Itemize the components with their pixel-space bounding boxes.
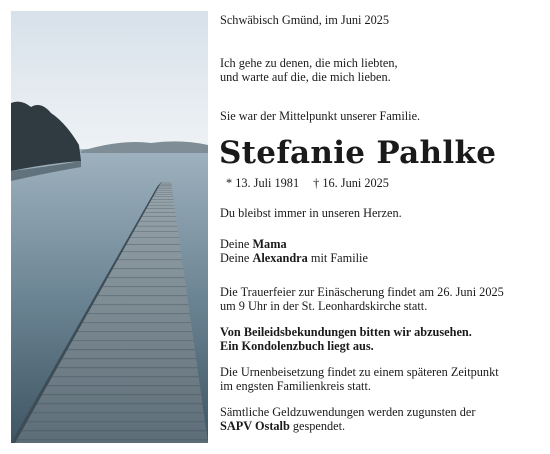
donation-line-1: Sämtliche Geldzuwendungen werden zugunsten der bbox=[220, 405, 476, 419]
urn-burial-info bbox=[220, 365, 499, 394]
mourners bbox=[220, 237, 368, 266]
condolence-line-1: Von Beileidsbekundungen bitten wir abzusehen. bbox=[220, 325, 472, 339]
mourner-name: Mama bbox=[252, 237, 287, 251]
pier-image bbox=[11, 11, 208, 443]
poem-line-2: und warte auf die, die mich lieben. bbox=[220, 70, 391, 85]
deceased-name: Stefanie Pahlke bbox=[219, 135, 497, 171]
mourner-suffix: mit Familie bbox=[310, 251, 368, 266]
funeral-info bbox=[220, 285, 504, 314]
condolence-notice bbox=[220, 325, 472, 354]
mourner-line bbox=[220, 237, 368, 251]
condolence-line-2: Ein Kondolenzbuch liegt aus. bbox=[220, 339, 374, 354]
remembrance-line: Du bleibst immer in unseren Herzen. bbox=[220, 206, 402, 220]
donation-org: SAPV Ostalb bbox=[220, 419, 290, 434]
donation-rest: gespendet. bbox=[289, 419, 346, 434]
lake-pier-photo bbox=[11, 11, 208, 443]
mourner-prefix: Deine bbox=[220, 237, 250, 251]
donation-info bbox=[220, 405, 475, 434]
urn-line-2: im engsten Familienkreis statt. bbox=[220, 379, 371, 394]
mourner-line bbox=[220, 251, 368, 265]
poem-line-1: Ich gehe zu denen, die mich liebten, bbox=[220, 56, 398, 70]
birth-date: * 13. Juli 1981 bbox=[226, 176, 300, 190]
funeral-line-1: Die Trauerfeier zur Einäscherung findet am 26. Juni 2025 bbox=[220, 285, 504, 299]
donation-line-2 bbox=[220, 419, 475, 433]
poem bbox=[220, 56, 398, 85]
center-line: Sie war der Mittelpunkt unserer Familie. bbox=[220, 109, 421, 123]
life-dates bbox=[226, 176, 389, 190]
place-date: Schwäbisch Gmünd, im Juni 2025 bbox=[220, 13, 390, 27]
funeral-line-2: um 9 Uhr in der St. Leonhardskirche statt. bbox=[220, 299, 428, 314]
mourner-name: Alexandra bbox=[252, 251, 308, 266]
mourner-prefix: Deine bbox=[220, 251, 250, 266]
death-date: † 16. Juni 2025 bbox=[313, 176, 389, 190]
urn-line-1: Die Urnenbeisetzung findet zu einem späteren Zeitpunkt bbox=[220, 365, 499, 379]
